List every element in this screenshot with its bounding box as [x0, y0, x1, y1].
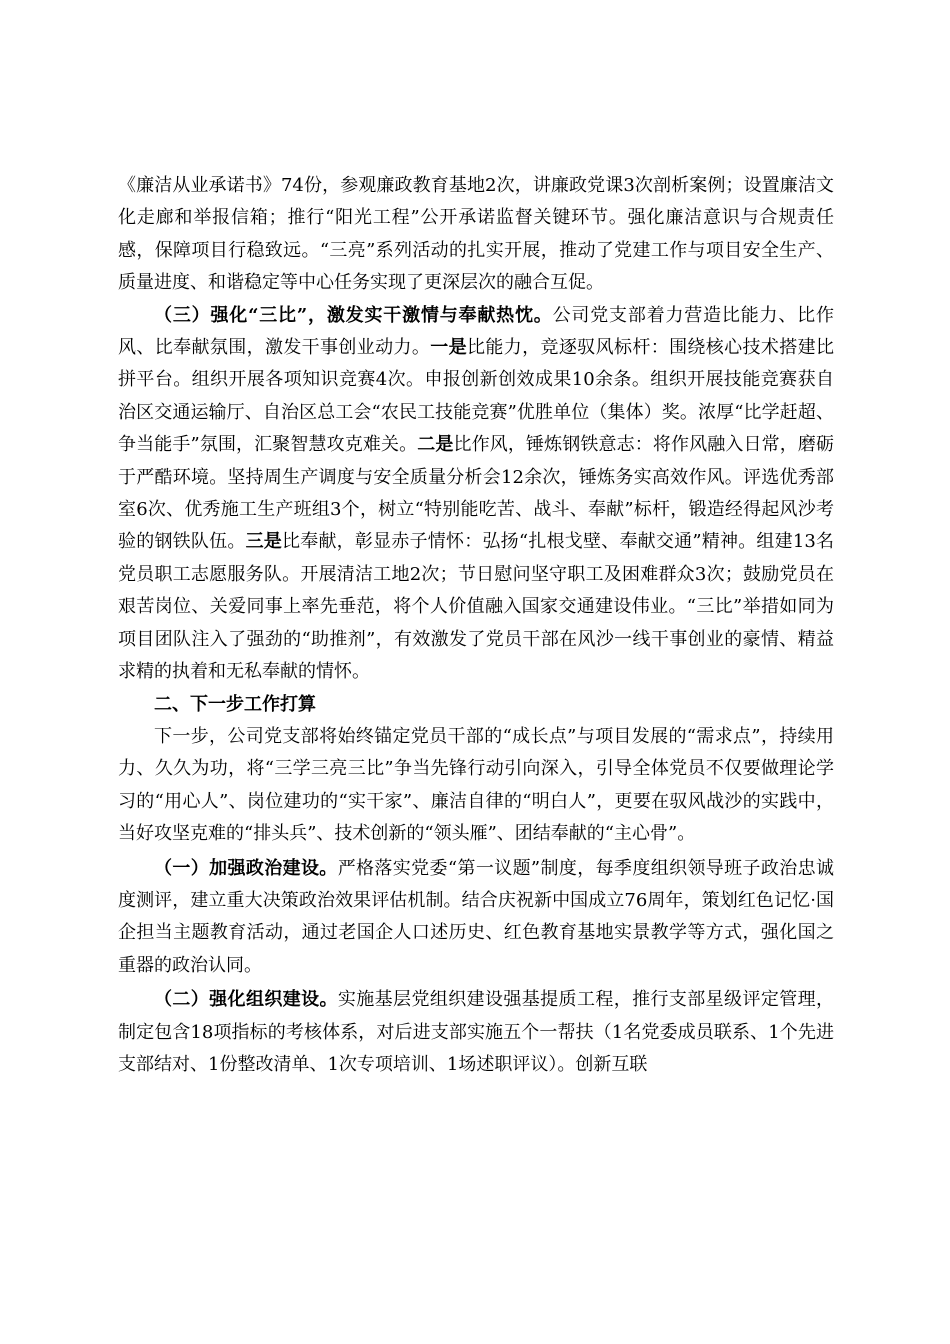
paragraph-next-steps-intro — [118, 721, 834, 851]
section-heading-next-steps — [118, 689, 834, 721]
enumeration-marker-first: 一是 — [430, 337, 468, 359]
paragraph-text: 比作风，锤炼钢铁意志：将作风融入日常，磨砺于严酷环境。坚持周生产调度与安全质量分析会12余次，锤炼务实高效作风。评选优秀部室6次、优秀施工生产班组3个，树立“特别能吃苦、战斗、奉献”标杆，锻造经得起风沙考验的钢铁队伍。 — [118, 434, 835, 553]
paragraph-political-building — [118, 853, 834, 983]
paragraph-three-comparisons — [118, 300, 834, 689]
paragraph-text: 下一步，公司党支部将始终锚定党员干部的“成长点”与项目发展的“需求点”，持续用力、久久为功，将“三学三亮三比”争当先锋行动引向深入，引导全体党员不仅要做理论学习的“用心人”、岗位建功的“实干家”、廉洁自律的“明白人”，更要在驭风战沙的实践中，当好攻坚克难的“排头兵”、技术创新的“领头雁”、团结奉献的“主心骨”。 — [118, 725, 834, 845]
paragraph-text: 比能力，竞逐驭风标杆：围绕核心技术搭建比拼平台。组织开展各项知识竞赛4次。申报创新创效成果10余条。组织开展技能竞赛获自治区交通运输厅、自治区总工会“农民工技能竞赛”优胜单位（集体）奖。浓厚“比学赶超、争当能手”氛围，汇聚智慧攻克难关。 — [118, 337, 835, 456]
paragraph-text: 《廉洁从业承诺书》74份，参观廉政教育基地2次，讲廉政党课3次剖析案例；设置廉洁文化走廊和举报信箱；推行“阳光工程”公开承诺监督关键环节。强化廉洁意识与合规责任感，保障项目行稳致远。“三亮”系列活动的扎实开展，推动了党建工作与项目安全生产、质量进度、和谐稳定等中心任务实现了更深层次的融合互促。 — [118, 175, 834, 294]
paragraph-text: 比奉献，彰显赤子情怀：弘扬“扎根戈壁、奉献交通”精神。组建13名党员职工志愿服务队。开展清洁工地2次；节日慰问坚守职工及困难群众3次；鼓励党员在艰苦岗位、关爱同事上率先垂范，将个人价值融入国家交通建设伟业。“三比”举措如同为项目团队注入了强劲的“助推剂”，有效激发了党员干部在风沙一线干事创业的豪情、精益求精的执着和无私奉献的情怀。 — [118, 531, 835, 683]
section-lead-three-comparisons: （三）强化“三比”，激发实干激情与奉献热忱。 — [154, 304, 553, 326]
document-page — [118, 170, 834, 1081]
paragraph-integrity-activities — [118, 170, 834, 300]
paragraph-text: 实施基层党组织建设强基提质工程，推行支部星级评定管理，制定包含18项指标的考核体系，对后进支部实施五个一帮扶（1名党委成员联系、1个先进支部结对、1份整改清单、1次专项培训、1场述职评议）。创新互联 — [118, 989, 834, 1075]
enumeration-marker-second: 二是 — [417, 434, 454, 456]
paragraph-text: 公司党支部着力营造比能力、比作风、比奉献氛围，激发干事创业动力。 — [118, 304, 834, 359]
section-lead-political-building: （一）加强政治建设。 — [154, 857, 338, 879]
paragraph-organization-building — [118, 984, 834, 1081]
enumeration-marker-third: 三是 — [245, 531, 283, 553]
heading-text: 二、下一步工作打算 — [154, 693, 316, 715]
paragraph-text: 严格落实党委“第一议题”制度，每季度组织领导班子政治忠诚度测评，建立重大决策政治效果评估机制。结合庆祝新中国成立76周年，策划红色记忆·国企担当主题教育活动，通过老国企人口述历史、红色教育基地实景教学等方式，强化国之重器的政治认同。 — [118, 857, 835, 976]
section-lead-organization-building: （二）强化组织建设。 — [154, 989, 338, 1011]
